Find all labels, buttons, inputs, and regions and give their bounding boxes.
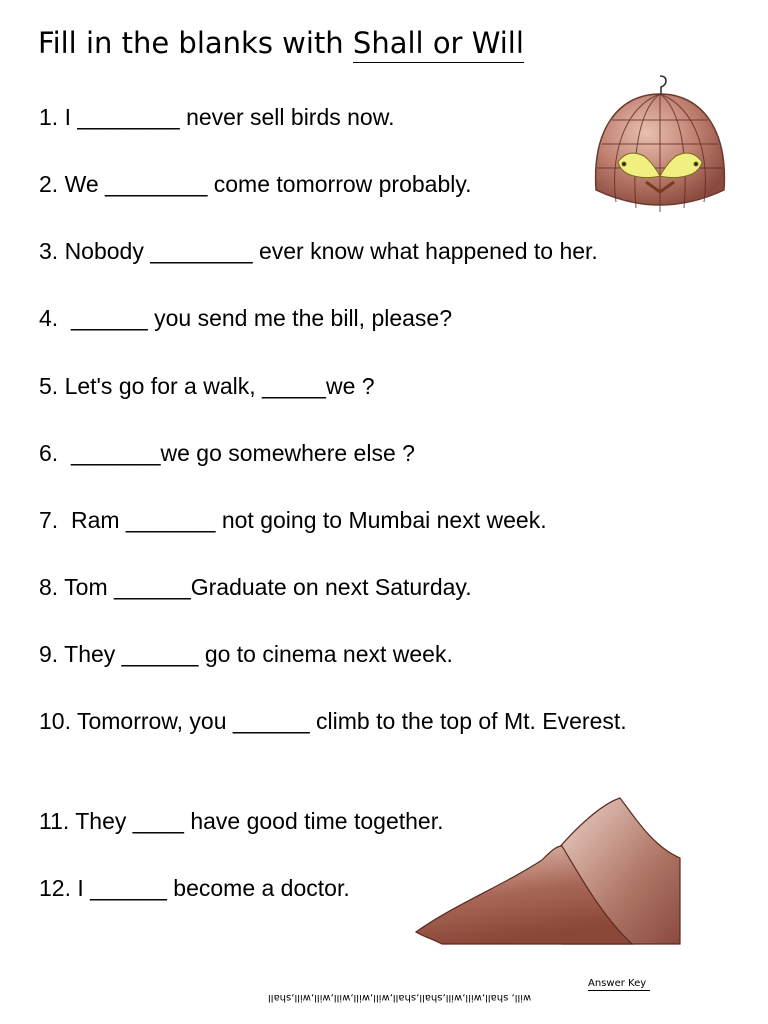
- question-1: 1. I ________ never sell birds now.: [39, 104, 395, 130]
- question-11: 11. They ____ have good time together.: [39, 808, 444, 834]
- birdcage-illustration: [588, 70, 732, 220]
- question-4: 4. ______ you send me the bill, please?: [39, 305, 453, 331]
- title-keywords: Shall or Will: [353, 26, 524, 63]
- answer-key-upside-down: will, shall,will,will,shall,shall,will,will,will,will,will,shall: [268, 992, 532, 1003]
- question-2: 2. We ________ come tomorrow probably.: [39, 171, 472, 197]
- question-6: 6. _______we go somewhere else ?: [39, 440, 415, 466]
- title-prefix: Fill in the blanks with: [38, 26, 353, 60]
- question-12: 12. I ______ become a doctor.: [39, 875, 350, 901]
- mountain-illustration: [412, 796, 684, 946]
- question-3: 3. Nobody ________ ever know what happened to her.: [39, 238, 598, 264]
- question-5: 5. Let's go for a walk, _____we ?: [39, 373, 375, 399]
- question-9: 9. They ______ go to cinema next week.: [39, 641, 453, 667]
- question-7: 7. Ram _______ not going to Mumbai next week.: [39, 507, 547, 533]
- answer-key-label: Answer Key: [588, 977, 650, 991]
- worksheet-title: [38, 26, 524, 63]
- question-10: 10. Tomorrow, you ______ climb to the top of Mt. Everest.: [39, 708, 627, 734]
- question-8: 8. Tom ______Graduate on next Saturday.: [39, 574, 472, 600]
